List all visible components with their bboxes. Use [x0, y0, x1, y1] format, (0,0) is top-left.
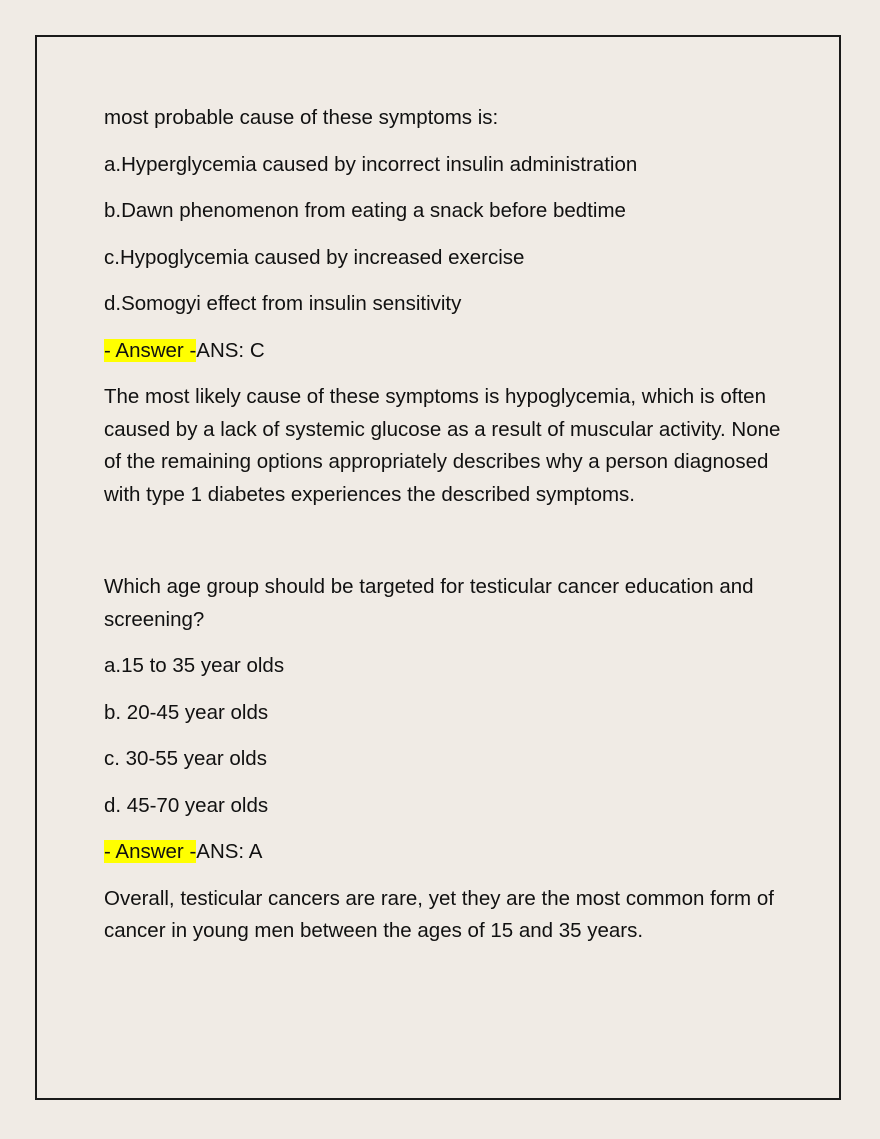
question-1-rationale: The most likely cause of these symptoms is hypoglycemia, which is often caused by a lack of systemic glucose as a result of muscular activity. None of the remaining options appropriately describes why a person diagnosed with type 1 diabetes experiences the described symptoms.	[104, 385, 781, 506]
question-1-stem: most probable cause of these symptoms is:	[104, 106, 499, 129]
question-2-stem: Which age group should be targeted for testicular cancer education and screening?	[104, 575, 754, 631]
question-1-option-b: b.Dawn phenomenon from eating a snack before bedtime	[104, 199, 626, 222]
question-1-answer: ANS: C	[196, 338, 265, 362]
section-gap	[104, 525, 784, 571]
question-2-answer: ANS: A	[196, 840, 263, 863]
question-2-option-d: d. 45-70 year olds	[104, 793, 269, 817]
question-2-option-b: b. 20-45 year olds	[104, 700, 269, 724]
question-1-option-d: d.Somogyi effect from insulin sensitivity	[104, 292, 462, 315]
question-2-answer-line	[104, 836, 784, 869]
question-1-option-c: c.Hypoglycemia caused by increased exercise	[104, 245, 525, 269]
question-2-option-c: c. 30-55 year olds	[104, 747, 267, 770]
question-1-option-a: a.Hyperglycemia caused by incorrect insulin administration	[104, 152, 638, 176]
answer-highlight: - Answer -	[104, 338, 197, 362]
question-1-answer-line	[104, 335, 784, 368]
document-body	[104, 102, 784, 962]
question-2-rationale: Overall, testicular cancers are rare, yet they are the most common form of cancer in young men between the ages of 15 and 35 years.	[104, 886, 774, 942]
answer-highlight: - Answer -	[104, 840, 197, 863]
question-2-option-a: a.15 to 35 year olds	[104, 654, 285, 677]
